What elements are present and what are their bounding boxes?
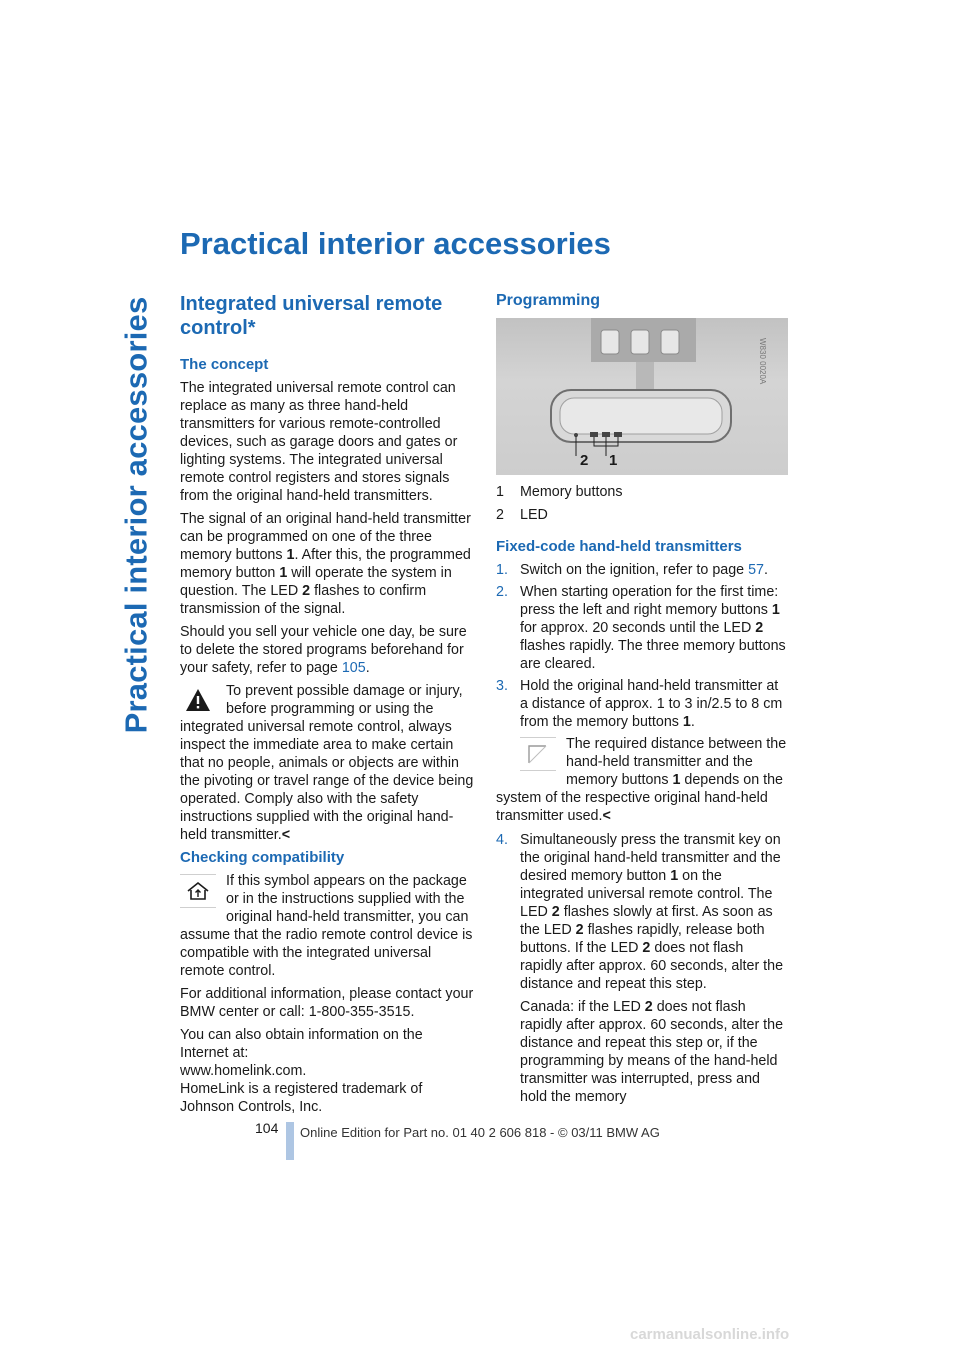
- left-column: [180, 292, 474, 1121]
- compat-heading: Checking compatibility: [180, 849, 345, 866]
- programming-steps-cont: [496, 831, 788, 1106]
- homelink-house-icon: [180, 874, 216, 908]
- page-number: 104: [255, 1120, 279, 1136]
- figure-label-2: 2: [580, 452, 589, 469]
- site-watermark: carmanualsonline.info: [630, 1326, 790, 1343]
- footer-accent-bar: [286, 1122, 294, 1160]
- concept-heading: The concept: [180, 356, 269, 373]
- right-column: [496, 292, 788, 1110]
- figure-legend: [496, 483, 788, 524]
- end-mark: <: [281, 827, 291, 843]
- concept-paragraph-1: The integrated universal remote control can replace as many as three hand-held transmitters for various remote-controlled devices, such as garage doors and gates or lighting systems. The integrated universal remote control registers and stores signals from the original hand-held transmitters.: [180, 380, 458, 504]
- edition-text: Online Edition for Part no. 01 40 2 606 818 - © 03/11 BMW AG: [300, 1125, 660, 1140]
- end-mark: <: [602, 808, 611, 824]
- side-chapter-tab: [118, 230, 154, 800]
- fixed-code-heading: Fixed-code hand-held transmitters: [496, 538, 742, 555]
- note-corner-icon: [520, 737, 556, 771]
- programming-heading: Programming: [496, 292, 601, 309]
- programming-steps: [496, 561, 788, 731]
- mirror-figure: [496, 318, 788, 475]
- trademark-note: HomeLink is a registered trademark of Johnson Controls, Inc.: [180, 1081, 423, 1115]
- compat-symbol-text: If this symbol appears on the package or in the instructions supplied with the original hand-held transmitter, you can assume that the radio remote control device is compatible with the integrated universal remote control.: [180, 873, 473, 979]
- legend-item: 1 Memory buttons: [496, 484, 623, 500]
- canada-note: Canada: if the LED 2 does not flash rapidly after approx. 60 seconds, alter the distance and repeat this step or, if the programming by means of the hand-held transmitter was interrupted, press and hold the memory: [520, 999, 784, 1105]
- page-link-105[interactable]: 105: [341, 660, 366, 676]
- homelink-url: www.homelink.com.: [180, 1063, 307, 1079]
- compat-paragraph-2: You can also obtain information on the Internet at:: [180, 1027, 423, 1061]
- step-3: 3. Hold the original hand-held transmitter at a distance of approx. 1 to 3 in/2.5 to 8 cm from the memory buttons 1.: [496, 678, 783, 730]
- legend-item: 2 LED: [496, 507, 548, 523]
- warning-note: [180, 682, 474, 844]
- step-4: 4. Simultaneously press the transmit key on the original hand-held transmitter and the desired memory button 1 on the integrated universal remote control. The LED 2 flashes slowly at first. As soon as the LED 2 flashes rapidly, release both buttons. If the LED 2 does not flash rapidly after approx. 60 seconds, alter the distance and repeat this step. Canada: if the LED 2 does not flash rapidly after approx. 60 seconds, alter the distance and repeat this step or, if the programming by means of the hand-held transmitter was interrupted, press and hold the memory: [496, 831, 788, 1106]
- compat-symbol-note: [180, 872, 474, 980]
- side-chapter-label: Practical interior accessories: [118, 296, 153, 734]
- concept-paragraph-2: The signal of an original hand-held transmitter can be programmed on one of the three memory buttons 1. After this, the programmed memory button 1 will operate the system in question. The LED 2 flashes to confirm transmission of the signal.: [180, 511, 471, 617]
- step-1: 1. Switch on the ignition, refer to page 57.: [496, 562, 768, 578]
- footer-edition: [286, 1122, 706, 1160]
- warning-triangle-icon: [180, 684, 216, 716]
- warning-text: To prevent possible damage or injury, before programming or using the integrated universal remote control, always inspect the immediate area to make certain that no people, animals or objects are within the pivoting or travel range of the device being operated. Comply also with the safety instructions supplied with the original hand-held transmitter.: [180, 683, 474, 843]
- figure-label-1: 1: [609, 452, 618, 469]
- step-2: 2. When starting operation for the first time: press the left and right memory buttons 1 for approx. 20 seconds until the LED 2 flashes rapidly. The three memory buttons are cleared.: [496, 584, 786, 672]
- figure-code: W830 0020A: [758, 338, 767, 385]
- section-title: Integrated universal remote control*: [180, 293, 443, 339]
- page-link-57[interactable]: 57: [748, 562, 765, 578]
- compat-paragraph-1: For additional information, please contact your BMW center or call: 1-800-355-3515.: [180, 986, 474, 1020]
- page-title: Practical interior accessories: [180, 226, 611, 261]
- concept-paragraph-3: Should you sell your vehicle one day, be sure to delete the stored programs beforehand for your safety, refer to page 105.: [180, 624, 467, 676]
- distance-note: The required distance between the hand-held transmitter and the memory buttons 1 depends on the system of the respective original hand-held transmitter used.<: [496, 736, 787, 824]
